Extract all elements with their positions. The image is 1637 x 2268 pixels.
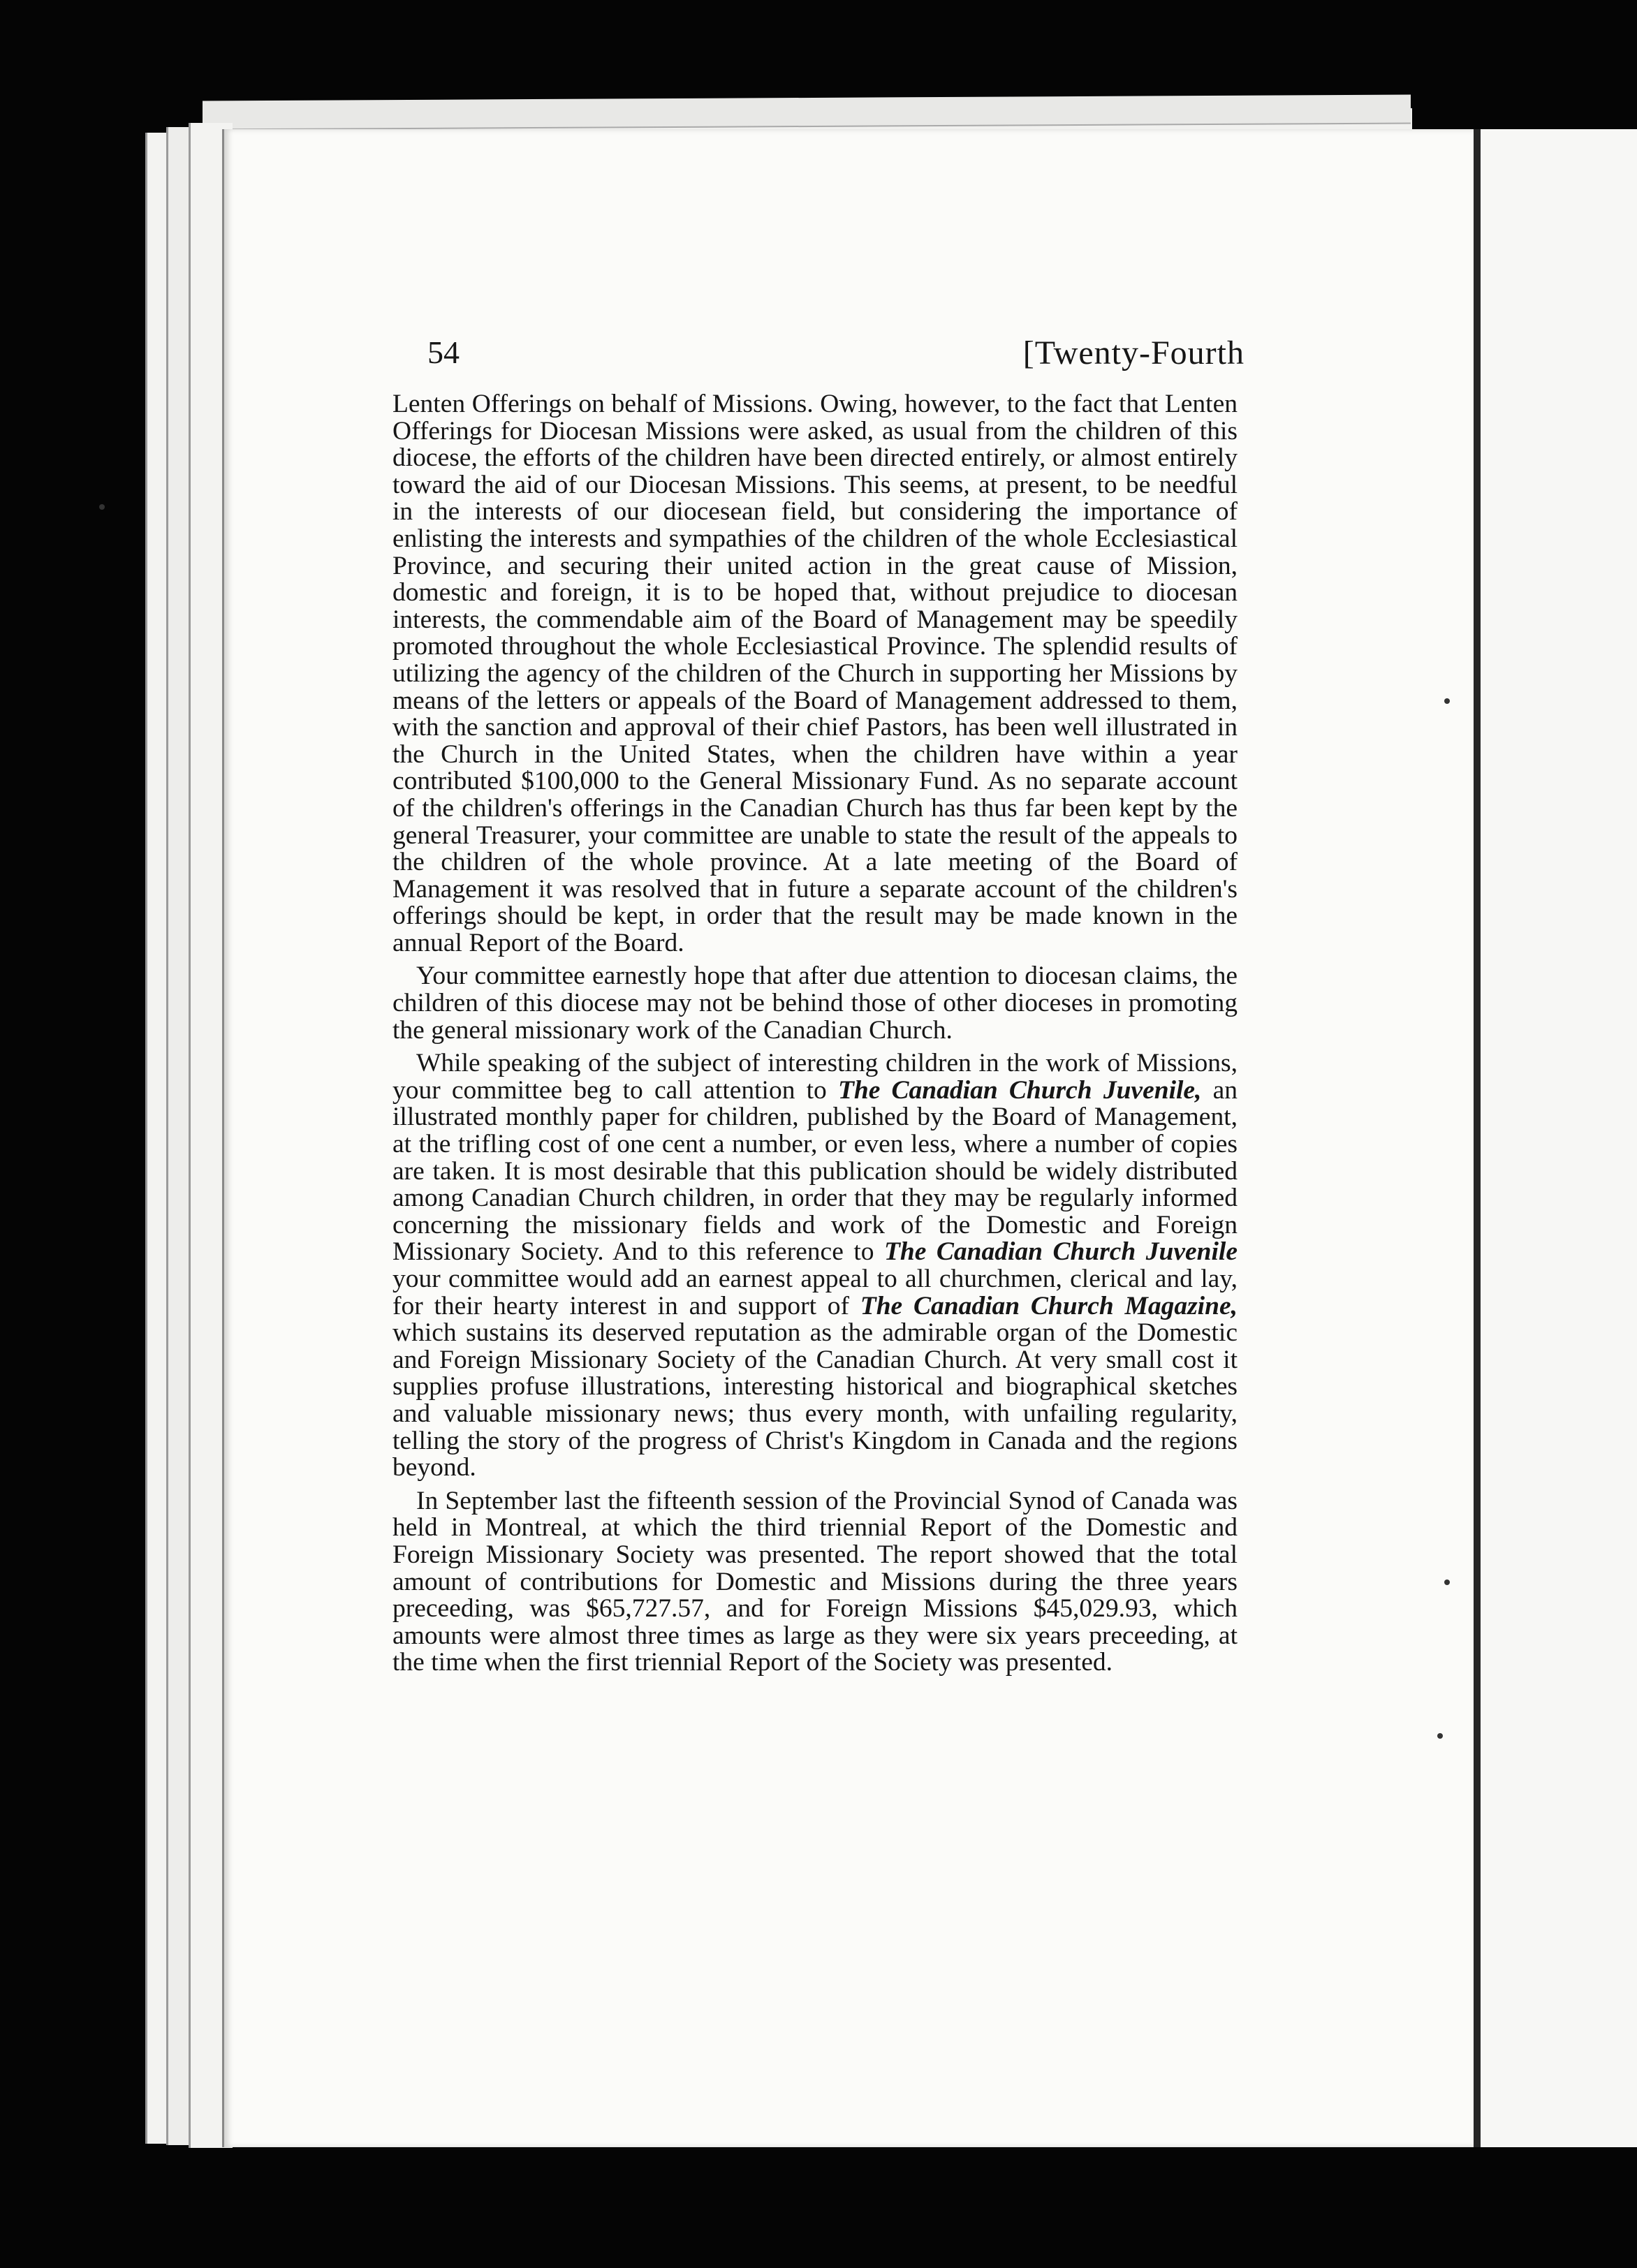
- publication-title: The Canadian Church Juvenile: [883, 1237, 1238, 1267]
- paragraph-juvenile-paper: [392, 1050, 1238, 1482]
- publication-title: The Canadian Church Magazine,: [860, 1291, 1238, 1320]
- text-run: While speaking of the subject of interesting children in the work of Missions, your committee beg to call attention to: [392, 1049, 1238, 1105]
- scan-speck: [1437, 1733, 1443, 1739]
- scan-speck: [99, 504, 105, 510]
- page-header: [427, 334, 1245, 383]
- paragraph-provincial-synod: In September last the fifteenth session of the Provincial Synod of Canada was held in Montreal, at which the third triennial Report of the Domestic and Foreign Missionary Society was presented. The report showed that the total amount of contributions for Domestic and Missions during the three years preceeding, was $65,727.57, and for Foreign Missions $45,029.93, which amounts were almost three times as large as they were six years preceeding, at the time when the first triennial Report of the Society was presented.: [392, 1486, 1238, 1677]
- text-run: which sustains its deserved reputation as the admirable organ of the Domestic and Foreign Missionary Society of the Canadian Church. At very small cost it supplies profuse illustrations, interesting historical and biographical sketches and valuable missionary news; thus every month, with unfailing regularity, telling the story of the progress of Christ's Kingdom in Canada and the regions beyond.: [392, 1318, 1238, 1482]
- scan-speck: [1444, 1580, 1450, 1585]
- text-run: an illustrated monthly paper for children, published by the Board of Management, at the trifling cost of one cent a number, or even less, where a number of copies are taken. It is most desirable that this publication should be widely distributed among Canadian Church children, in order that they may be regularly informed concerning the missionary fields and work of the Domestic and Foreign Missionary Society. And to this reference to: [392, 1075, 1238, 1267]
- running-head: [Twenty-Fourth: [1022, 334, 1245, 371]
- page-number: 54: [427, 334, 460, 370]
- page-body: [392, 391, 1238, 1677]
- facing-page-edge: [1474, 129, 1637, 2147]
- publication-title: The Canadian Church Juvenile,: [837, 1075, 1202, 1105]
- text-run: your committee would add an earnest appeal to all churchmen, clerical and lay, for their hearty interest in and support of: [392, 1265, 1238, 1320]
- paragraph-lenten-offerings: Lenten Offerings on behalf of Missions. Owing, however, to the fact that Lenten Offerings for Diocesan Missions were asked, as usual from the children of this diocese, the efforts of the children have been directed entirely, or almost entirely toward the aid of our Diocesan Missions. This seems, at present, to be needful in the interests of our diocesean field, but considering the importance of enlisting the interests and sympathies of the children of the whole Ecclesiastical Province, and securing their united action in the great cause of Mission, domestic and foreign, it is to be hoped that, without prejudice to diocesan interests, the commendable aim of the Board of Management may be speedily promoted throughout the whole Ecclesiastical Province. The splendid results of utilizing the agency of the children of the Church in supporting her Missions by means of the letters or appeals of the Board of Management addressed to them, with the sanction and approval of their chief Pastors, has been well illustrated in the Church in the United States, when the children have within a year contributed $100,000 to the General Missionary Fund. As no separate account of the children's offerings in the Canadian Church has thus far been kept by the general Treasurer, your committee are unable to state the result of the appeals to the children of the whole province. At a late meeting of the Board of Management it was resolved that in future a separate account of the children's offerings should be kept, in order that the result may be made known in the annual Report of the Board.: [392, 390, 1238, 957]
- scan-speck: [1444, 698, 1450, 704]
- paragraph-committee-hope: Your committee earnestly hope that after due attention to diocesan claims, the children of this diocese may not be behind those of other dioceses in promoting the general missionary work of the Canadian Church.: [392, 962, 1238, 1045]
